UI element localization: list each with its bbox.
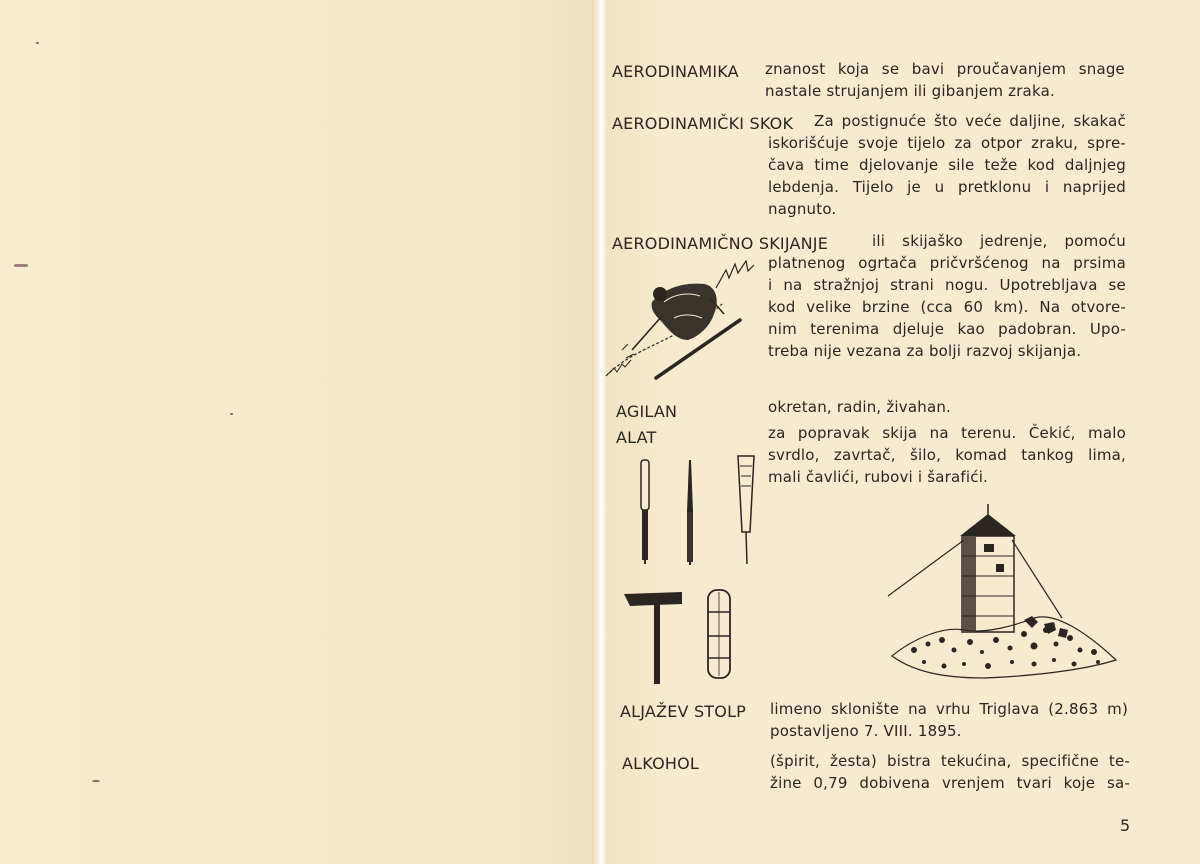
entry-term: ALJAŽEV STOLP [620, 702, 747, 721]
hammer-icon [624, 592, 682, 684]
entry-definition [765, 58, 1125, 102]
entry-term: ALAT [616, 428, 657, 447]
definition-line: nim terenima djeluje kao padobran. Upo- [768, 320, 1126, 338]
tools-illustration [616, 452, 766, 688]
definition-line: svrdlo, zavrtač, šilo, komad tankog lima, [768, 446, 1126, 464]
entry-definition [770, 698, 1128, 742]
definition-line: kod velike brzine (cca 60 km). Na otvore- [768, 298, 1126, 316]
definition-line: nastale strujanjem ili gibanjem zraka. [765, 82, 1055, 100]
paper-speck [14, 264, 28, 267]
entry-term: AERODINAMIČKI SKOK [612, 114, 794, 133]
definition-line: mali čavlići, rubovi i šarafići. [768, 468, 989, 486]
definition-line: ili skijaško jedrenje, pomoću [872, 232, 1126, 250]
entry-definition [770, 750, 1130, 794]
definition-line: znanost koja se bavi proučavanjem snage [765, 60, 1125, 78]
entry-term: ALKOHOL [622, 754, 700, 773]
definition-line: žine 0,79 dobivena vrenjem tvari koje sa- [770, 774, 1130, 792]
left-page [0, 0, 596, 864]
definition-line: lebdenja. Tijelo je u pretklonu i naprijed [768, 178, 1126, 196]
definition-line: limeno sklonište na vrhu Triglava (2.863 m) [770, 700, 1128, 718]
definition-line: čava time djelovanje sile teže kod daljnjeg [768, 156, 1126, 174]
definition-line: platnenog ogrtača pričvršćenog na prsima [768, 254, 1126, 272]
entry-term: AERODINAMIKA [612, 62, 739, 81]
definition-line: i na stražnjoj strani nogu. Upotrebljava se [768, 276, 1126, 294]
definition-line: treba nije vezana za bolji razvoj skijanja. [768, 342, 1082, 360]
paper-speck [230, 413, 233, 415]
paper-speck [92, 780, 100, 782]
book-gutter [592, 0, 608, 864]
entry-term: AGILAN [616, 402, 678, 421]
file-tool-icon [738, 456, 754, 564]
definition-line: (špirit, žesta) bistra tekućina, specifične te- [770, 752, 1130, 770]
entry-definition [768, 110, 1126, 220]
definition-line: za popravak skija na terenu. Čekić, malo [768, 424, 1126, 442]
skier-illustration [604, 258, 754, 383]
chisel-icon [641, 460, 649, 564]
page-number: 5 [1120, 816, 1131, 835]
aljazev-stolp-illustration [884, 500, 1120, 682]
entry-term: AERODINAMIČNO SKIJANJE [612, 234, 829, 253]
entry-definition [768, 230, 1126, 362]
definition-line: okretan, radin, živahan. [768, 398, 952, 416]
definition-line: postavljeno 7. VIII. 1895. [770, 722, 962, 740]
paper-speck [36, 42, 39, 44]
entry-definition [768, 422, 1126, 488]
definition-line: Za postignuće što veće daljine, skakač [814, 112, 1126, 130]
awl-icon [687, 460, 693, 565]
definition-line: iskorišćuje svoje tijelo za otpor zraku, spre- [768, 134, 1126, 152]
entry-definition [768, 396, 1126, 418]
definition-line: nagnuto. [768, 200, 837, 218]
handle-icon [708, 590, 730, 678]
